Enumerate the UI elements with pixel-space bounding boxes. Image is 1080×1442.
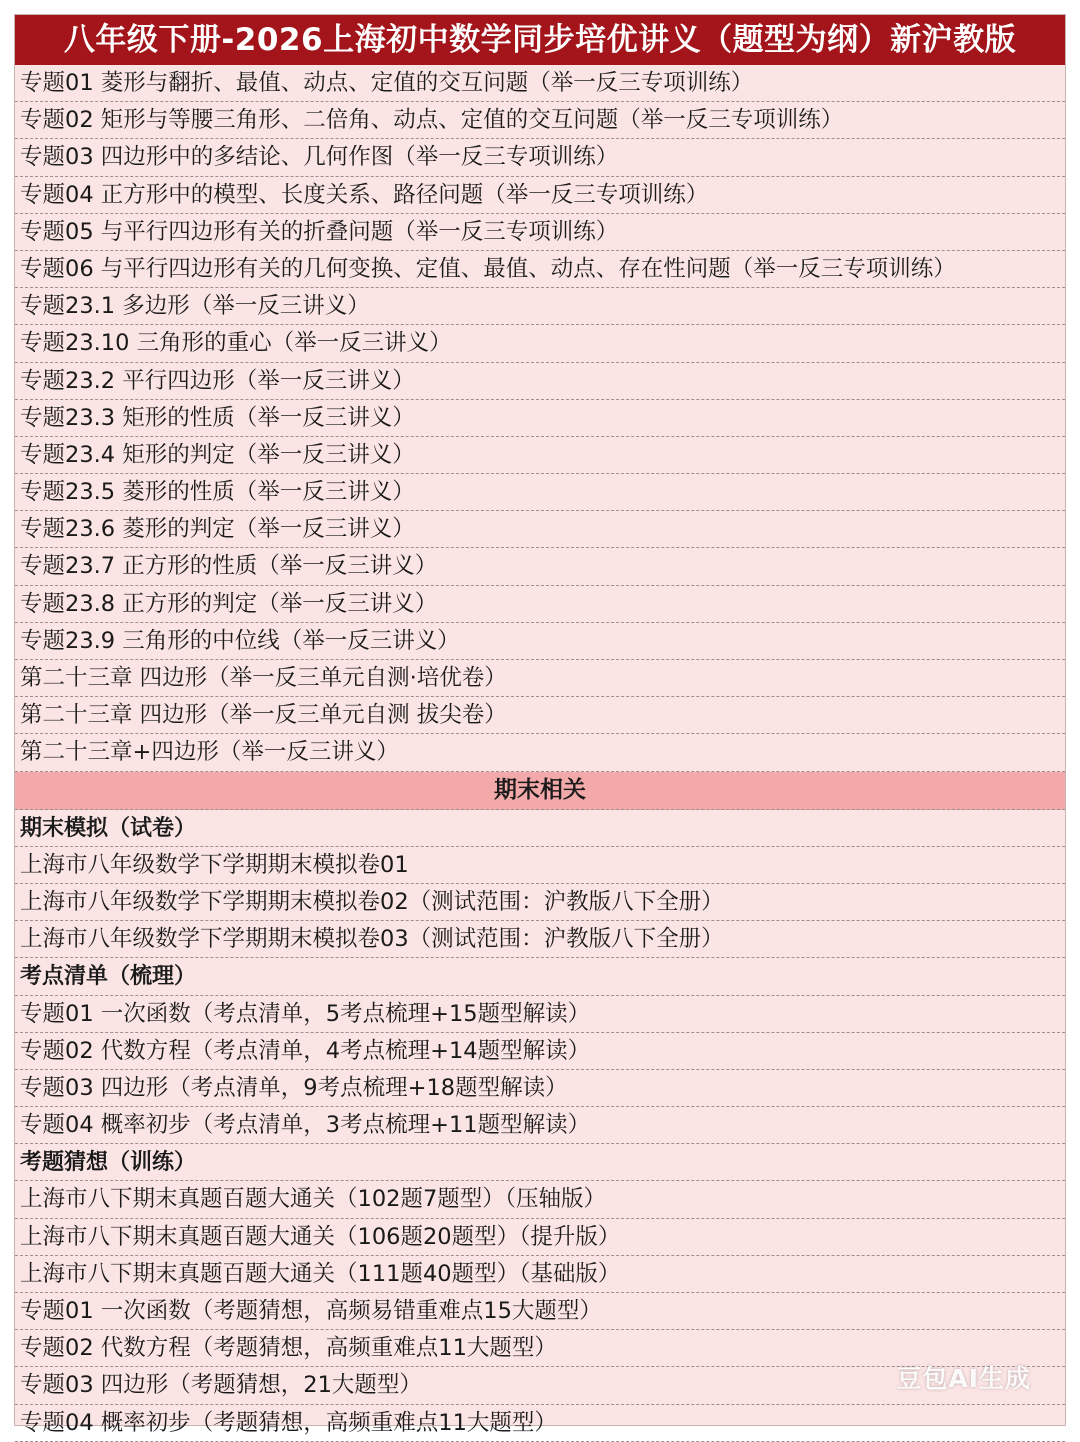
list-item: 专题01 菱形与翻折、最值、动点、定值的交互问题（举一反三专项训练）: [15, 65, 1065, 102]
watermark-logo: 豆包AI生成: [896, 1364, 1031, 1393]
list-item: 专题23.9 三角形的中位线（举一反三讲义）: [15, 623, 1065, 660]
list-item: 上海市八年级数学下学期期末模拟卷02（测试范围：沪教版八下全册）: [15, 884, 1065, 921]
final-exam-groups: [15, 810, 1065, 1442]
list-item: 专题23.2 平行四边形（举一反三讲义）: [15, 363, 1065, 400]
chapter-list: [15, 65, 1065, 772]
list-item: 上海市八下期末真题百题大通关（102题7题型）（压轴版）: [15, 1181, 1065, 1218]
list-item: 专题23.5 菱形的性质（举一反三讲义）: [15, 474, 1065, 511]
list-item: 专题23.6 菱形的判定（举一反三讲义）: [15, 511, 1065, 548]
list-item: 专题04 概率初步（考点清单，3考点梳理+11题型解读）: [15, 1107, 1065, 1144]
group-heading: 考点清单（梳理）: [15, 958, 1065, 995]
list-item: 专题23.8 正方形的判定（举一反三讲义）: [15, 586, 1065, 623]
list-item: 专题05 与平行四边形有关的折叠问题（举一反三专项训练）: [15, 214, 1065, 251]
list-item: 专题03 四边形（考点清单，9考点梳理+18题型解读）: [15, 1070, 1065, 1107]
list-item: 第二十三章 四边形（举一反三单元自测 拔尖卷）: [15, 697, 1065, 734]
list-item: 第二十三章+四边形（举一反三讲义）: [15, 734, 1065, 771]
list-item: 专题23.1 多边形（举一反三讲义）: [15, 288, 1065, 325]
list-item: 专题04 概率初步（考题猜想，高频重难点11大题型）: [15, 1405, 1065, 1442]
list-item: 上海市八年级数学下学期期末模拟卷01: [15, 847, 1065, 884]
list-item: 专题01 一次函数（考题猜想，高频易错重难点15大题型）: [15, 1293, 1065, 1330]
page-title: 八年级下册-2026上海初中数学同步培优讲义（题型为纲）新沪教版: [15, 15, 1065, 65]
group-heading: 考题猜想（训练）: [15, 1144, 1065, 1181]
list-item: 专题04 正方形中的模型、长度关系、路径问题（举一反三专项训练）: [15, 177, 1065, 214]
list-item: 上海市八下期末真题百题大通关（111题40题型）（基础版）: [15, 1256, 1065, 1293]
group-heading: 期末模拟（试卷）: [15, 810, 1065, 847]
list-item: 专题02 代数方程（考点清单，4考点梳理+14题型解读）: [15, 1033, 1065, 1070]
list-item: 专题06 与平行四边形有关的几何变换、定值、最值、动点、存在性问题（举一反三专项训练）: [15, 251, 1065, 288]
list-item: 专题03 四边形中的多结论、几何作图（举一反三专项训练）: [15, 139, 1065, 176]
list-item: 专题23.4 矩形的判定（举一反三讲义）: [15, 437, 1065, 474]
catalog-page: [14, 14, 1066, 1436]
list-item: 专题23.7 正方形的性质（举一反三讲义）: [15, 548, 1065, 585]
list-item: 专题23.3 矩形的性质（举一反三讲义）: [15, 400, 1065, 437]
list-item: 上海市八年级数学下学期期末模拟卷03（测试范围：沪教版八下全册）: [15, 921, 1065, 958]
list-item: 专题01 一次函数（考点清单，5考点梳理+15题型解读）: [15, 996, 1065, 1033]
list-item: 专题03 四边形（考题猜想，21大题型）: [15, 1367, 1065, 1404]
list-item: 专题02 矩形与等腰三角形、二倍角、动点、定值的交互问题（举一反三专项训练）: [15, 102, 1065, 139]
section-header: 期末相关: [15, 772, 1065, 810]
list-item: 专题23.10 三角形的重心（举一反三讲义）: [15, 325, 1065, 362]
list-item: 上海市八下期末真题百题大通关（106题20题型）（提升版）: [15, 1219, 1065, 1256]
list-item: 第二十三章 四边形（举一反三单元自测·培优卷）: [15, 660, 1065, 697]
list-item: 专题02 代数方程（考题猜想，高频重难点11大题型）: [15, 1330, 1065, 1367]
